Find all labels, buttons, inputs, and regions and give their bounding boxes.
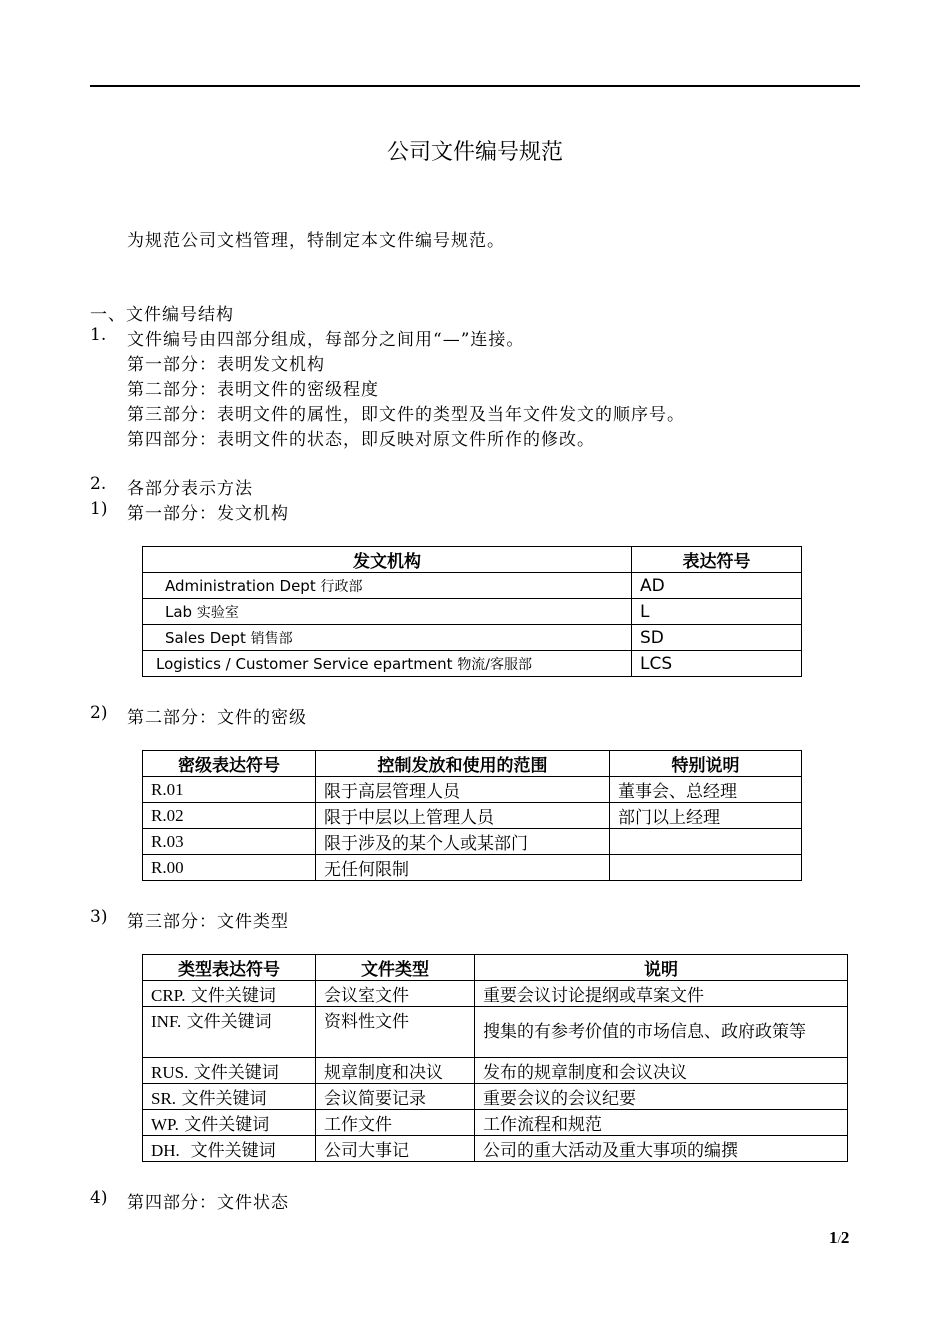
table-row <box>143 855 802 881</box>
issuer-cell <box>143 625 632 651</box>
item1-number: 1. <box>90 325 107 345</box>
table-row <box>143 651 802 677</box>
table-header-row <box>143 751 802 777</box>
type-code-cell <box>143 1058 316 1084</box>
level-code: R.02 <box>143 803 316 829</box>
sub3-number: 3) <box>90 907 108 927</box>
type-code: INF. <box>151 1012 182 1031</box>
sub4-heading: 第四部分：文件状态 <box>127 1193 289 1213</box>
type-desc: 工作流程和规范 <box>475 1110 848 1136</box>
type-desc: 搜集的有参考价值的市场信息、政府政策等 <box>475 1007 848 1058</box>
note-cell <box>610 829 802 855</box>
table-row <box>143 625 802 651</box>
page-title: 公司文件编号规范 <box>386 140 563 165</box>
level-code: R.00 <box>143 855 316 881</box>
type-code-cell <box>143 1136 316 1162</box>
part-description: 第四部分：表明文件的状态，即反映对原文件所作的修改。 <box>127 430 595 450</box>
scope-cell: 限于中层以上管理人员 <box>316 803 610 829</box>
type-desc: 重要会议的会议纪要 <box>475 1084 848 1110</box>
type-keyword: 文件关键词 <box>193 1063 279 1083</box>
issuer-cn: 物流/客服部 <box>457 656 533 673</box>
column-header: 说明 <box>475 955 848 981</box>
column-header: 特别说明 <box>610 751 802 777</box>
table-row <box>143 777 802 803</box>
table-row <box>143 599 802 625</box>
sub1-number: 1) <box>90 499 108 519</box>
sub4-number: 4) <box>90 1188 108 1208</box>
type-name: 资料性文件 <box>316 1007 475 1058</box>
issuer-en: Lab <box>165 602 193 621</box>
column-header: 控制发放和使用的范围 <box>316 751 610 777</box>
item2-number: 2. <box>90 474 107 494</box>
issuer-code: SD <box>632 625 802 651</box>
issuer-cell <box>143 573 632 599</box>
note-cell <box>610 855 802 881</box>
page-total: 2 <box>840 1228 850 1247</box>
type-name: 会议室文件 <box>316 981 475 1007</box>
issuer-code: AD <box>632 573 802 599</box>
intro-paragraph: 为规范公司文档管理，特制定本文件编号规范。 <box>127 231 505 251</box>
issuer-en: Sales Dept <box>165 628 246 647</box>
column-header: 类型表达符号 <box>143 955 316 981</box>
type-desc: 公司的重大活动及重大事项的编撰 <box>475 1136 848 1162</box>
table-row <box>143 1084 848 1110</box>
table-row <box>143 1136 848 1162</box>
note-cell: 部门以上经理 <box>610 803 802 829</box>
type-name: 公司大事记 <box>316 1136 475 1162</box>
item1-text: 文件编号由四部分组成，每部分之间用“—”连接。 <box>127 330 525 350</box>
type-code-cell <box>143 981 316 1007</box>
column-header: 文件类型 <box>316 955 475 981</box>
table-row <box>143 573 802 599</box>
issuer-code: LCS <box>632 651 802 677</box>
scope-cell: 无任何限制 <box>316 855 610 881</box>
issuer-en: Logistics / Customer Service epartment <box>156 654 453 673</box>
issuer-cn: 行政部 <box>320 578 363 595</box>
table-header-row <box>143 547 802 573</box>
header-rule <box>90 85 860 87</box>
issuer-cn: 实验室 <box>196 604 239 621</box>
table-row <box>143 1007 848 1058</box>
type-keyword: 文件关键词 <box>181 1089 267 1109</box>
sub2-heading: 第二部分：文件的密级 <box>127 708 307 728</box>
issuer-table <box>142 546 802 677</box>
page-current: 1 <box>829 1228 838 1247</box>
type-code-cell <box>143 1084 316 1110</box>
type-code: RUS. <box>151 1063 189 1082</box>
type-code: CRP. <box>151 986 186 1005</box>
sub2-number: 2) <box>90 703 108 723</box>
issuer-cn: 销售部 <box>250 630 293 647</box>
type-desc: 发布的规章制度和会议决议 <box>475 1058 848 1084</box>
type-code: DH. <box>151 1141 180 1160</box>
sub1-heading: 第一部分：发文机构 <box>127 504 289 524</box>
type-keyword: 文件关键词 <box>190 986 276 1006</box>
type-keyword: 文件关键词 <box>184 1115 270 1135</box>
type-code-cell <box>143 1110 316 1136</box>
table-row <box>143 981 848 1007</box>
table-row <box>143 1110 848 1136</box>
type-code-cell <box>143 1007 316 1058</box>
issuer-code: L <box>632 599 802 625</box>
table-row <box>143 803 802 829</box>
level-code: R.01 <box>143 777 316 803</box>
scope-cell: 限于高层管理人员 <box>316 777 610 803</box>
page-number <box>829 1228 849 1248</box>
part-description: 第二部分：表明文件的密级程度 <box>127 380 379 400</box>
type-name: 会议简要记录 <box>316 1084 475 1110</box>
type-desc: 重要会议讨论提纲或草案文件 <box>475 981 848 1007</box>
type-keyword: 文件关键词 <box>190 1141 276 1161</box>
doc-type-table <box>142 954 848 1162</box>
part-description: 第三部分：表明文件的属性，即文件的类型及当年文件发文的顺序号。 <box>127 405 685 425</box>
type-name: 工作文件 <box>316 1110 475 1136</box>
page-separator: / <box>837 1232 841 1246</box>
column-header: 表达符号 <box>632 547 802 573</box>
issuer-cell <box>143 599 632 625</box>
column-header: 发文机构 <box>143 547 632 573</box>
level-code: R.03 <box>143 829 316 855</box>
confidentiality-table <box>142 750 802 881</box>
table-row <box>143 829 802 855</box>
table-header-row <box>143 955 848 981</box>
scope-cell: 限于涉及的某个人或某部门 <box>316 829 610 855</box>
item2-text: 各部分表示方法 <box>127 479 253 499</box>
type-code: SR. <box>151 1089 177 1108</box>
column-header: 密级表达符号 <box>143 751 316 777</box>
type-keyword: 文件关键词 <box>186 1012 272 1032</box>
sub3-heading: 第三部分：文件类型 <box>127 912 289 932</box>
type-name: 规章制度和决议 <box>316 1058 475 1084</box>
issuer-cell <box>143 651 632 677</box>
part-description: 第一部分：表明发文机构 <box>127 355 325 375</box>
note-cell: 董事会、总经理 <box>610 777 802 803</box>
section1-heading: 一、文件编号结构 <box>90 305 234 325</box>
issuer-en: Administration Dept <box>165 576 316 595</box>
type-code: WP. <box>151 1115 179 1134</box>
table-row <box>143 1058 848 1084</box>
